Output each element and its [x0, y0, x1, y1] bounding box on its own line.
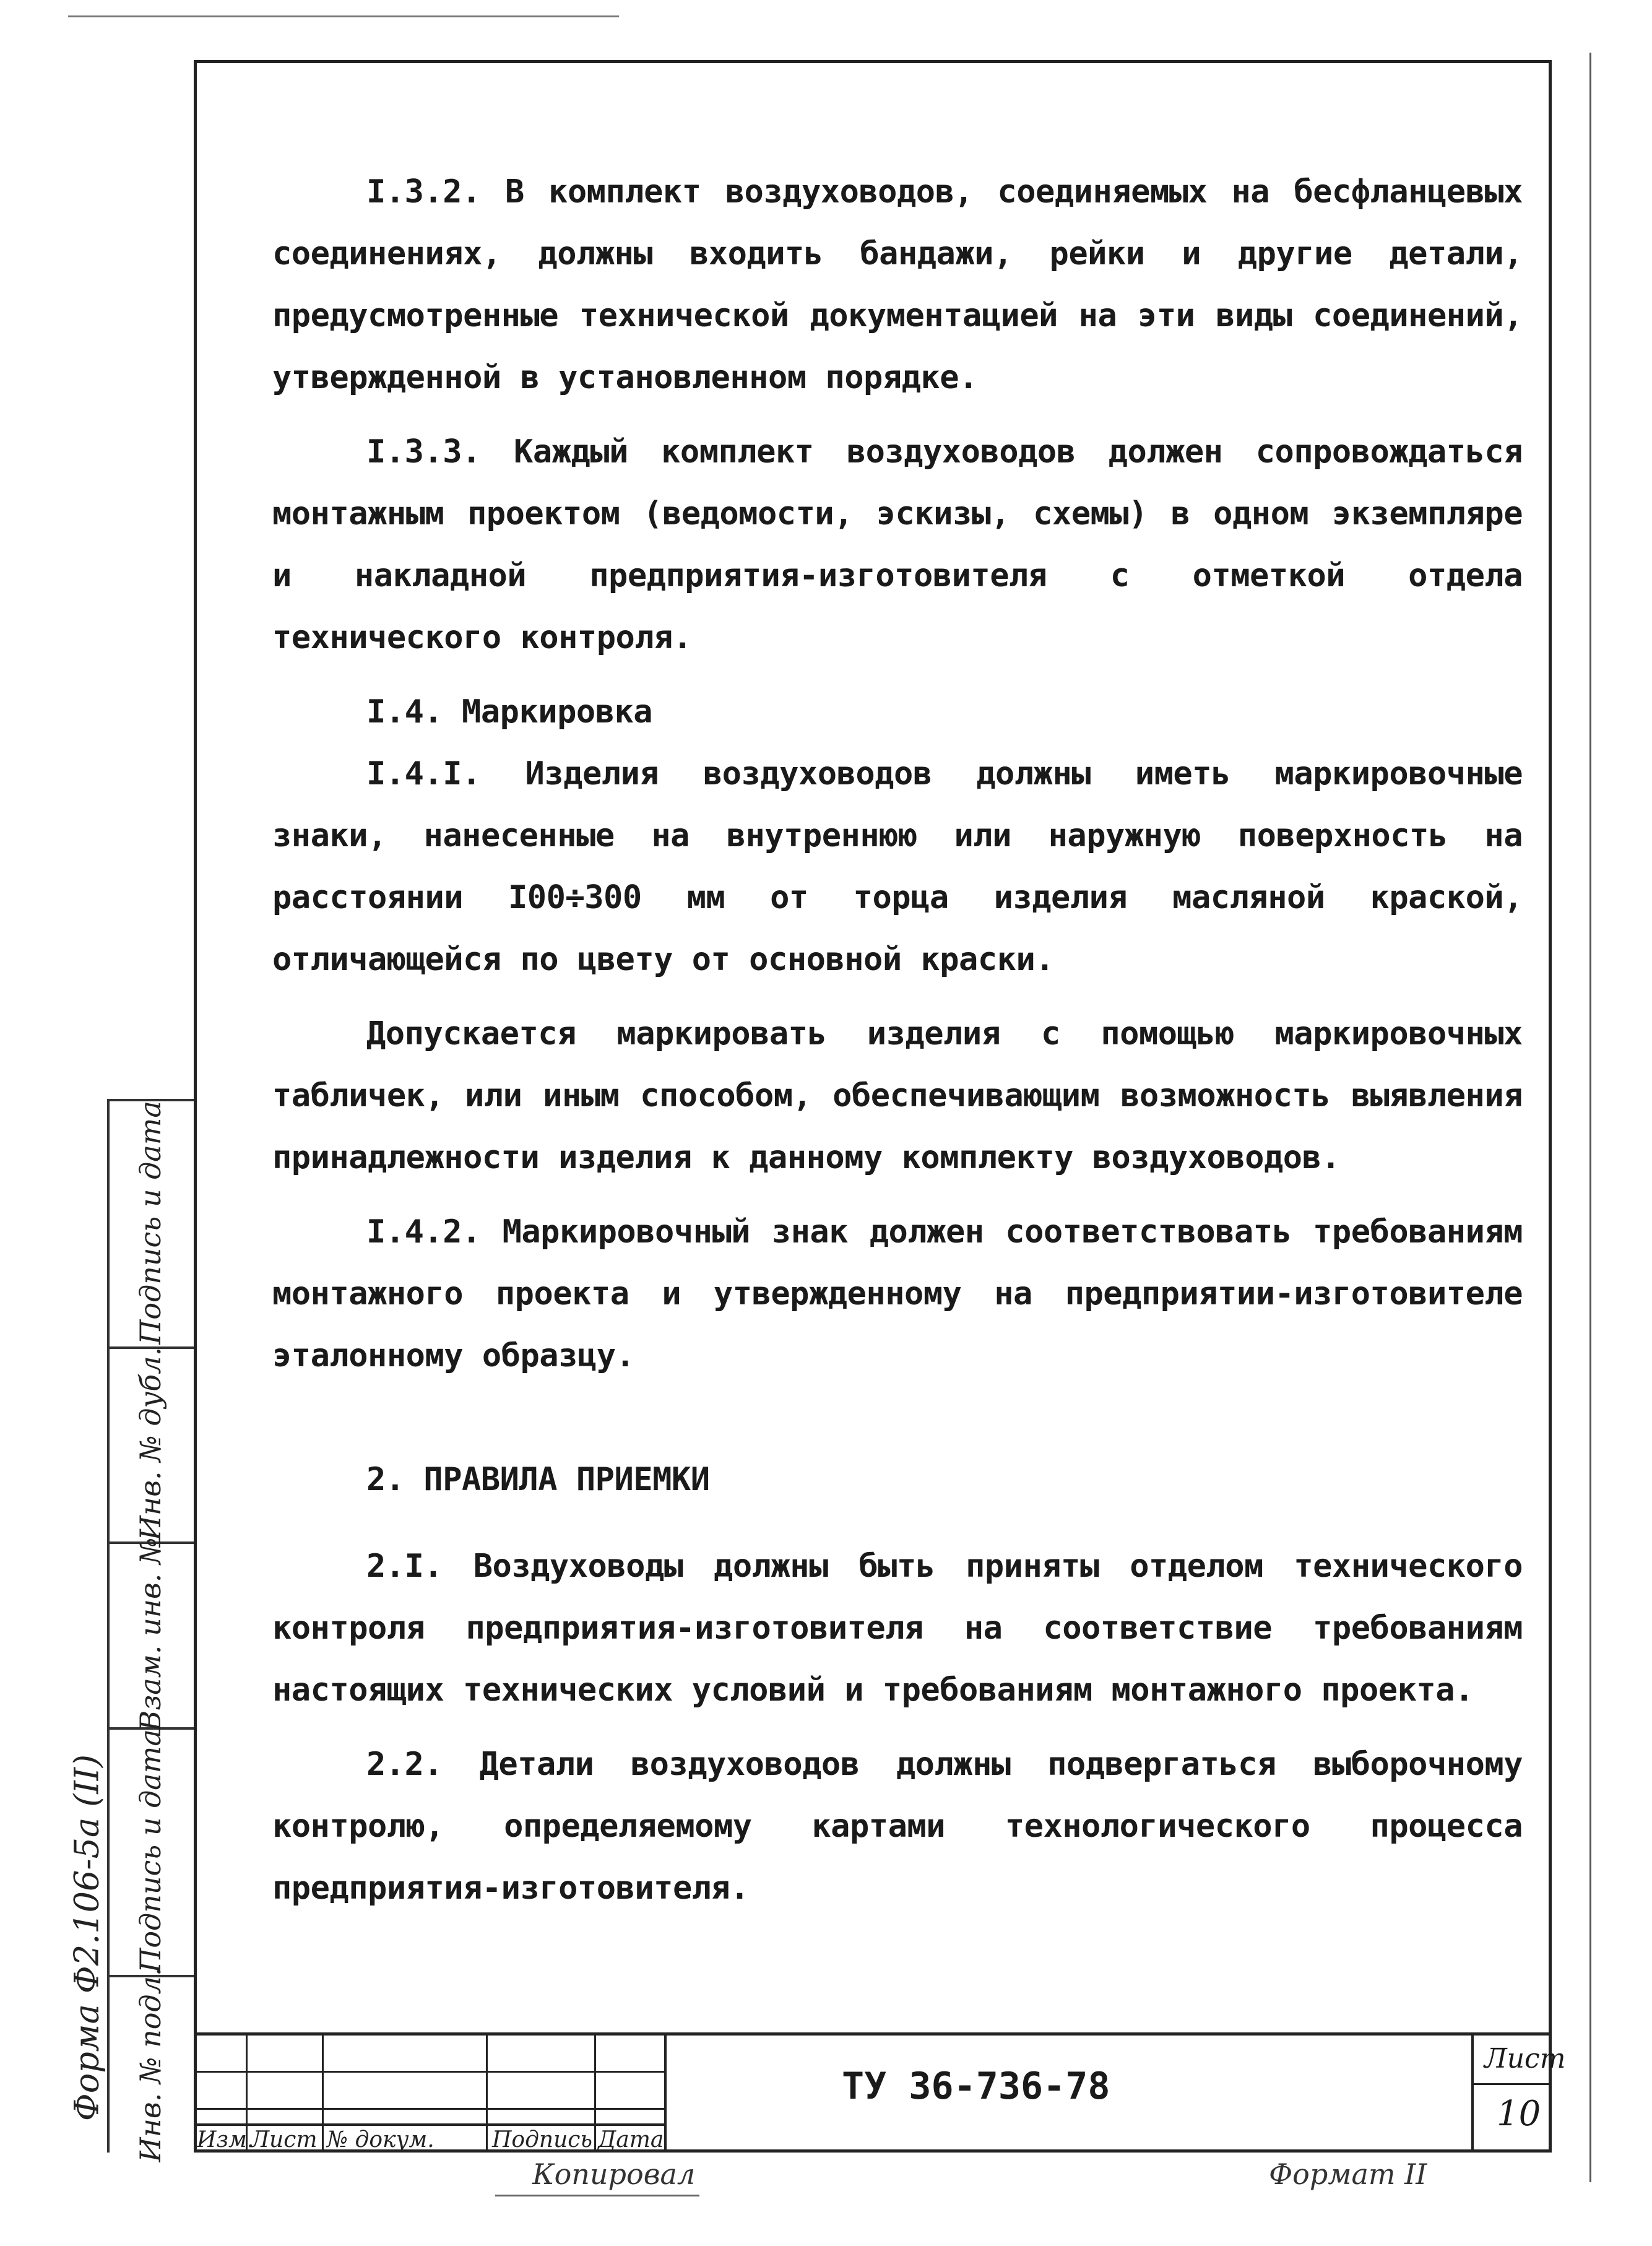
tb-row-line-3: [194, 2123, 664, 2126]
document-body: [272, 161, 1523, 1919]
paragraph-1-4-2: I.4.2. Маркировочный знак должен соответствовать требованиям монтажного проекта и утвержденному на предприятии-изготовителе эталонному образцу.: [272, 1213, 1523, 1374]
sheet-number: 10: [1497, 2094, 1541, 2134]
side-label-inv-podl: Инв. № подл.: [134, 1967, 167, 2162]
right-rule: [1589, 53, 1591, 2182]
sheet-label: Лист: [1484, 2043, 1566, 2075]
footer-format: Формат II: [1269, 2157, 1427, 2191]
document-code: ТУ 36-736-78: [842, 2065, 1110, 2108]
tb-col-sign: Подпись: [492, 2127, 593, 2153]
side-label-vzam-inv: Взам. инв. №: [134, 1537, 167, 1732]
tb-row-line-2: [194, 2108, 664, 2110]
footer-copied-line: [495, 2195, 699, 2196]
paragraph-marking-note: Допускается маркировать изделия с помощью маркировочных табличек, или иным способом, обеспечивающим возможность выявления принадлежности изделия к данному комплекту воздуховодов.: [272, 1015, 1523, 1176]
side-label-inv-dubl: Инв. № дубл.: [134, 1346, 167, 1541]
section-heading-marking: I.4. Маркировка: [366, 693, 653, 731]
paragraph-2-2: 2.2. Детали воздуховодов должны подвергаться выборочному контролю, определяемому картами технологического процесса предприятия-изготовителя.: [272, 1746, 1523, 1907]
tb-col-line-4: [594, 2032, 596, 2153]
tb-col-list: Лист: [251, 2127, 318, 2153]
paragraph-1-3-2: I.3.2. В комплект воздуховодов, соединяемых на бесфланцевых соединениях, должны входить бандажи, рейки и другие детали, предусмотренные технической документацией на эти виды соединений, утвержденной в установленном порядке.: [272, 173, 1523, 396]
paragraph-2-1: 2.I. Воздуховоды должны быть приняты отделом технического контроля предприятия-изготовителя на соответствие требованиям настоящих технических условий и требованиям монтажного проекта.: [272, 1548, 1523, 1709]
side-label-sign-date-2: Подпись и дата: [134, 1729, 167, 1973]
top-rule: [68, 15, 619, 17]
tb-col-line-5: [664, 2032, 667, 2153]
tb-col-line-2: [322, 2032, 324, 2153]
tb-col-line-3: [486, 2032, 488, 2153]
tb-col-line-6: [1471, 2032, 1474, 2153]
tb-col-doc: № докум.: [327, 2127, 435, 2153]
paragraph-1-4-1: I.4.I. Изделия воздуховодов должны иметь маркировочные знаки, нанесенные на внутреннюю или наружную поверхность на расстоянии I00÷300 мм от торца изделия масляной краской, отличающейся по цвету от основной краски.: [272, 755, 1523, 978]
footer-copied: Копировал: [532, 2157, 696, 2191]
tb-col-izm: Изм.: [197, 2127, 254, 2153]
section-heading-acceptance: 2. ПРАВИЛА ПРИЕМКИ: [366, 1461, 710, 1498]
tb-row-line-1: [194, 2071, 664, 2073]
tb-sheet-divider: [1471, 2083, 1552, 2085]
side-label-sign-date-1: Подпись и дата: [134, 1101, 167, 1345]
tb-col-date: Дата: [598, 2127, 664, 2153]
form-label: Форма Ф2.106-5а (II): [67, 1754, 106, 2122]
paragraph-1-3-3: I.3.3. Каждый комплект воздуховодов должен сопровождаться монтажным проектом (ведомости, эскизы, схемы) в одном экземпляре и накладной предприятия-изготовителя с отметкой отдела технического контроля.: [272, 433, 1523, 656]
